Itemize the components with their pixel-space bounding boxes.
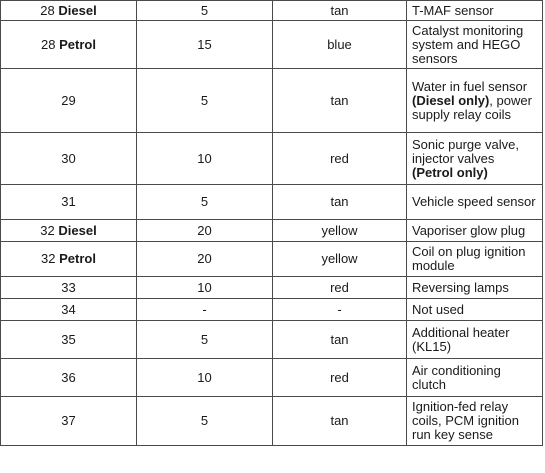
fuse-number: 32	[41, 251, 56, 266]
amp-rating: 5	[137, 1, 273, 21]
circuit-description	[407, 185, 543, 220]
fuse-color: tan	[273, 321, 407, 359]
amp-rating: 5	[137, 397, 273, 446]
circuit-description	[407, 1, 543, 21]
circuit-description	[407, 21, 543, 69]
description-text: Ignition-fed relay coils, PCM ignition run key sense	[412, 399, 519, 442]
description-text: T-MAF sensor	[412, 2, 494, 18]
fuse-qualifier: Diesel	[58, 222, 97, 238]
fuse-number-cell	[1, 185, 137, 220]
circuit-description	[407, 277, 543, 299]
fuse-number-cell	[1, 220, 137, 242]
circuit-description	[407, 397, 543, 446]
table-row	[1, 277, 543, 299]
fuse-number: 28	[41, 36, 56, 52]
amp-rating: 15	[137, 21, 273, 69]
fuse-table-body	[1, 1, 543, 446]
fuse-qualifier: Petrol	[59, 251, 96, 266]
fuse-color: yellow	[273, 220, 407, 242]
fuse-number: 34	[61, 301, 76, 317]
circuit-description	[407, 299, 543, 321]
table-row	[1, 21, 543, 69]
circuit-description	[407, 220, 543, 242]
fuse-number: 31	[61, 194, 76, 209]
fuse-number-cell	[1, 1, 137, 21]
fuse-qualifier: Petrol	[59, 36, 96, 52]
fuse-number-cell	[1, 69, 137, 133]
amp-rating: 5	[137, 321, 273, 359]
description-text: Air conditioning clutch	[412, 362, 501, 392]
fuse-number: 33	[61, 279, 76, 295]
fuse-color: yellow	[273, 242, 407, 277]
circuit-description	[407, 321, 543, 359]
fuse-number-cell	[1, 242, 137, 277]
table-row	[1, 133, 543, 185]
description-text: Sonic purge valve, injector valves	[412, 136, 519, 166]
amp-rating: 5	[137, 185, 273, 220]
description-text: Vehicle speed sensor	[412, 194, 536, 209]
description-text: Vaporiser glow plug	[412, 222, 526, 238]
fuse-number-cell	[1, 321, 137, 359]
fuse-color: red	[273, 359, 407, 397]
description-emphasis: (Petrol only)	[412, 164, 488, 180]
fuse-number-cell	[1, 21, 137, 69]
table-row	[1, 220, 543, 242]
circuit-description	[407, 242, 543, 277]
fuse-number: 29	[61, 92, 76, 108]
amp-rating: 20	[137, 220, 273, 242]
description-text: Coil on plug ignition module	[412, 244, 526, 273]
fuse-color: blue	[273, 21, 407, 69]
table-row	[1, 69, 543, 133]
fuse-color: tan	[273, 69, 407, 133]
fuse-number-cell	[1, 133, 137, 185]
amp-rating: 10	[137, 359, 273, 397]
fuse-number-cell	[1, 277, 137, 299]
fuse-number-cell	[1, 397, 137, 446]
fuse-number-cell	[1, 299, 137, 321]
fuse-number: 35	[61, 331, 76, 347]
fuse-number: 30	[61, 150, 76, 166]
amp-rating: -	[137, 299, 273, 321]
description-text: , power supply relay coils	[412, 92, 532, 122]
fuse-number: 37	[61, 413, 76, 428]
table-row	[1, 242, 543, 277]
description-text: Water in fuel sensor	[412, 78, 528, 94]
circuit-description	[407, 133, 543, 185]
table-row	[1, 299, 543, 321]
fuse-number: 36	[61, 369, 76, 385]
table-row	[1, 185, 543, 220]
description-text: Not used	[412, 301, 465, 317]
fuse-color: -	[273, 299, 407, 321]
circuit-description	[407, 69, 543, 133]
table-row	[1, 1, 543, 21]
fuse-color: red	[273, 133, 407, 185]
description-text: Reversing lamps	[412, 279, 509, 295]
amp-rating: 5	[137, 69, 273, 133]
fuse-number-cell	[1, 359, 137, 397]
fuse-color: tan	[273, 185, 407, 220]
fuse-color: tan	[273, 1, 407, 21]
description-emphasis: (Diesel only)	[412, 92, 490, 108]
amp-rating: 10	[137, 133, 273, 185]
table-row	[1, 397, 543, 446]
fuse-number: 28	[40, 2, 55, 18]
table-row	[1, 359, 543, 397]
amp-rating: 10	[137, 277, 273, 299]
fuse-color: red	[273, 277, 407, 299]
amp-rating: 20	[137, 242, 273, 277]
table-row	[1, 321, 543, 359]
description-text: Additional heater (KL15)	[412, 324, 510, 354]
circuit-description	[407, 359, 543, 397]
description-text: Catalyst monitoring system and HEGO sensors	[412, 22, 524, 66]
fuse-color: tan	[273, 397, 407, 446]
fuse-qualifier: Diesel	[58, 2, 97, 18]
fuse-number: 32	[40, 222, 55, 238]
